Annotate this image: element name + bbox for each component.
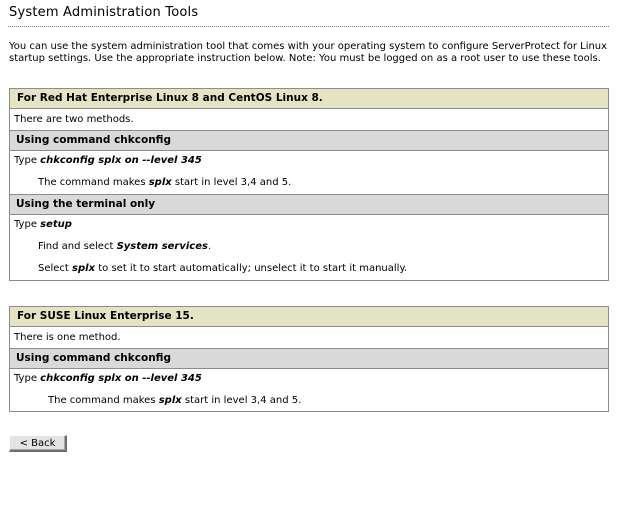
desc-term: splx — [148, 177, 172, 188]
suse-chkconfig-type-line — [10, 369, 608, 385]
desc-suffix: start in level 3,4 and 5. — [184, 395, 302, 406]
chkconfig-command: chkconfig splx on --level 345 — [40, 373, 202, 384]
desc-prefix: The command makes — [48, 395, 156, 406]
type-word: Type — [14, 219, 37, 230]
chkconfig-command: chkconfig splx on --level 345 — [40, 155, 202, 166]
rhel-methods-text: There are two methods. — [14, 114, 134, 125]
page-title: System Administration Tools — [9, 5, 199, 20]
back-button[interactable]: < Back — [9, 435, 67, 452]
suse-chkconfig-description — [10, 385, 608, 411]
desc-suffix: start in level 3,4 and 5. — [174, 177, 292, 188]
rhel-chkconfig-header: Using command chkconfig — [10, 130, 608, 151]
type-word: Type — [14, 155, 37, 166]
rhel-panel — [9, 88, 609, 281]
rhel-header: For Red Hat Enterprise Linux 8 and CentOS Linux 8. — [10, 89, 608, 109]
find-term: System services — [116, 241, 208, 252]
select-suffix: to set it to start automatically; unselect it to start it manually. — [98, 263, 408, 274]
find-suffix: . — [207, 241, 212, 252]
find-prefix: Find and select — [38, 241, 114, 252]
rhel-chkconfig-description — [10, 167, 608, 194]
rhel-terminal-find-line — [10, 231, 608, 253]
suse-panel — [9, 306, 609, 412]
title-divider — [8, 26, 609, 27]
setup-command: setup — [40, 219, 72, 230]
suse-header: For SUSE Linux Enterprise 15. — [10, 307, 608, 327]
suse-chkconfig-header: Using command chkconfig — [10, 348, 608, 369]
rhel-terminal-type-line — [10, 215, 608, 231]
type-word: Type — [14, 373, 37, 384]
rhel-terminal-header: Using the terminal only — [10, 194, 608, 215]
select-term: splx — [72, 263, 96, 274]
rhel-terminal-select-line — [10, 253, 608, 280]
desc-prefix: The command makes — [38, 177, 146, 188]
intro-text: You can use the system administration tool that comes with your operating system to configure ServerProtect for Linux startup settings. Use the appropriate instruction below. Note: You must be logged on as a root user to use these tools. — [9, 41, 608, 64]
suse-methods-text: There is one method. — [14, 332, 121, 343]
rhel-chkconfig-type-line — [10, 151, 608, 167]
select-prefix: Select — [38, 263, 69, 274]
desc-term: splx — [158, 395, 182, 406]
